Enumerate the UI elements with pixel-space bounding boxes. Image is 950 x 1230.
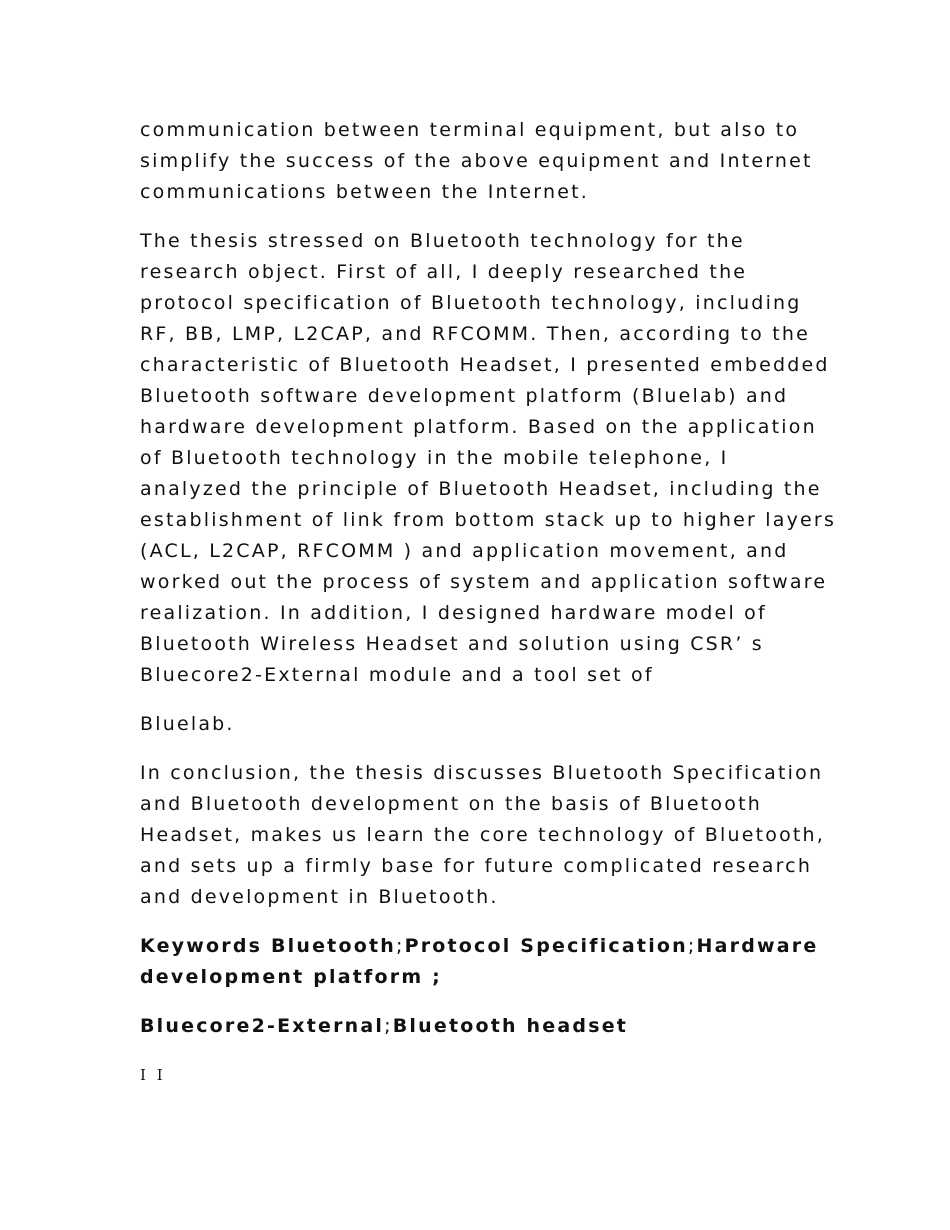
keyword-bluecore2-external: Bluecore2-External [140,1015,385,1037]
keyword-protocol-specification: Protocol Specification [404,935,688,957]
text-line: worked out the process of system and application software [140,571,828,593]
text-line: characteristic of Bluetooth Headset, I presented embedded [140,354,830,376]
text-line: communication between terminal equipment, but also to [140,119,800,141]
text-line: The thesis stressed on Bluetooth technology for the [140,230,745,252]
text-line: Bluetooth Wireless Headset and solution using CSR’ s [140,633,764,655]
keyword-separator: ; [687,935,697,957]
text-line: Bluecore2-External module and a tool set of [140,664,654,686]
text-line: and Bluetooth development on the basis of Bluetooth [140,793,762,815]
paragraph-conclusion [140,758,830,913]
text-line: and sets up a firmly base for future complicated research [140,855,813,877]
text-line: realization. In addition, I designed hardware model of [140,602,767,624]
text-line: RF, BB, LMP, L2CAP, and RFCOMM. Then, according to the [140,323,811,345]
text-line: and development in Bluetooth. [140,886,499,908]
keyword-hardware: Hardware [696,935,819,957]
text-line: analyzed the principle of Bluetooth Headset, including the [140,478,822,500]
paragraph-communication [140,115,830,208]
paragraph-thesis-research [140,226,837,691]
text-line: of Bluetooth technology in the mobile telephone, I [140,447,729,469]
keyword-development-platform: development platform ; [140,966,442,988]
text-line: protocol specification of Bluetooth technology, including [140,292,802,314]
paragraph-bluelab [140,709,830,740]
text-line: Bluetooth software development platform (Bluelab) and [140,385,789,407]
text-line: hardware development platform. Based on the application [140,416,817,438]
keywords-paragraph [140,931,830,993]
keywords-line [140,1011,830,1042]
text-line: establishment of link from bottom stack up to higher layers [140,509,837,531]
text-line: communications between the Internet. [140,181,589,203]
text-line: Headset, makes us learn the core technology of Bluetooth, [140,824,826,846]
page-number: I I [140,1066,166,1084]
text-line: Bluelab. [140,713,235,735]
text-line: simplify the success of the above equipment and Internet [140,150,813,172]
text-line: research object. First of all, I deeply researched the [140,261,748,283]
keywords-paragraph-2 [140,1011,830,1042]
text-line: In conclusion, the thesis discusses Bluetooth Specification [140,762,824,784]
keyword-bluetooth-headset: Bluetooth headset [392,1015,629,1037]
keyword-bluetooth: Keywords Bluetooth [140,935,396,957]
text-line: (ACL, L2CAP, RFCOMM ) and application movement, and [140,540,789,562]
keyword-separator: ; [384,1015,393,1037]
keyword-separator: ; [395,935,405,957]
document-body [140,115,837,1060]
keywords-line [140,931,830,962]
